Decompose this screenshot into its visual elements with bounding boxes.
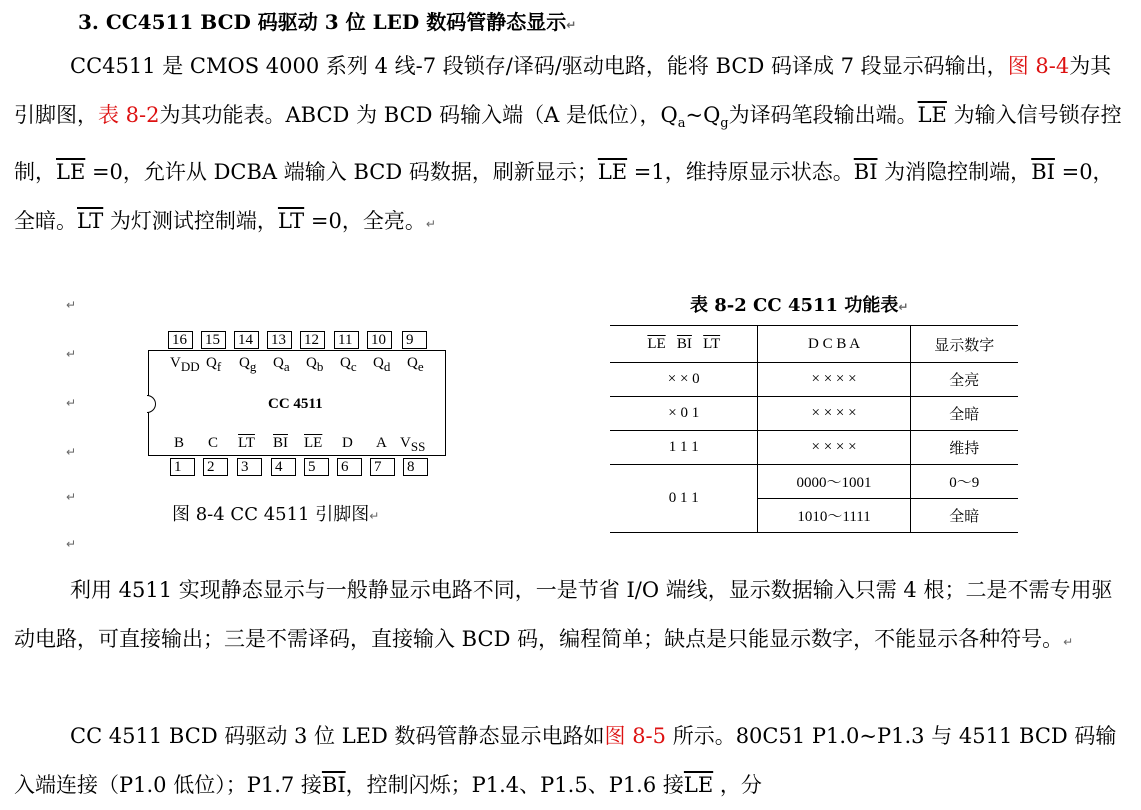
- paragraph-intro: CC4511 是 CMOS 4000 系列 4 线-7 段锁存/译码/驱动电路，能将 BCD 码译成 7 段显示码输出，图 8-4为其引脚图，表 8-2为其功能表。ABCD 为 BCD 码输入端（A 是低位），$Q_a\sim Q_g$为译码笔段输出端。$\overline{LE}$ 为输入信号锁存控制，$\overline{LE} =0$，允许从 DCBA 端输入 BCD 码数据，刷新显示；$\overline{LE} =1$，维持原显示状态。$\overline{BI}$ 为消隐控制端，$\overline{BI} =0$，全暗。$\overline{LT}$ 为灯测试控制端，$\overline{LT} =0$，全亮。↵: [14, 54, 1122, 234]
- pin-number: 14: [234, 331, 259, 349]
- pin-label-d: D: [342, 435, 353, 451]
- pin-number: 9: [402, 331, 427, 349]
- paragraph-mark: ↵: [66, 490, 77, 504]
- function-table: [610, 325, 1018, 533]
- cell-control: × 0 1: [610, 397, 758, 431]
- pin-label-qa: $Q_a$: [273, 355, 290, 374]
- cell-input: × × × ×: [758, 397, 910, 431]
- paragraph-mark: ↵: [66, 537, 77, 551]
- paragraph-circuit: CC 4511 BCD 码驱动 3 位 LED 数码管静态显示电路如图 8-5 所示。80C51 P1.0~P1.3 与 4511 BCD 码输入端连接（P1.0 低位）；P1.7 接$\overline{BI}$，控制闪烁；P1.4、P1.5、P1.6 接$\overline{LE}$ ，分: [14, 724, 1117, 797]
- pin-label-le: $\overline{LE}$: [304, 435, 323, 451]
- pin-number: 11: [334, 331, 359, 349]
- figure-caption: 图 8-4 CC 4511 引脚图↵: [172, 504, 380, 525]
- cell-input: × × × ×: [758, 363, 910, 397]
- cell-control: × × 0: [610, 363, 758, 397]
- cell-control: 1 1 1: [610, 431, 758, 465]
- pin-number: 3: [237, 458, 262, 476]
- header-display: 显示数字: [910, 326, 1018, 363]
- pin-label-b: B: [174, 435, 185, 451]
- pin-label-qd: $Q_d$: [373, 355, 391, 374]
- cell-display: 维持: [910, 431, 1018, 465]
- paragraph-mark: ↵: [66, 347, 77, 361]
- table-row: [610, 363, 1018, 397]
- pin-label-bi: $\overline{BI}$: [273, 435, 288, 451]
- cell-input: 1010～1111: [758, 499, 910, 533]
- pin-number: 7: [370, 458, 395, 476]
- paragraph-mark: ↵: [66, 298, 77, 312]
- paragraph-mark: ↵: [66, 445, 77, 459]
- pin-number: 13: [267, 331, 292, 349]
- pin-number: 2: [203, 458, 228, 476]
- pin-label-qb: $Q_b$: [306, 355, 324, 374]
- pin-number: 8: [403, 458, 428, 476]
- table-row: [610, 397, 1018, 431]
- header-input: D C B A: [758, 326, 910, 363]
- pin-label-qe: $Q_e$: [407, 355, 424, 374]
- cell-display: 全暗: [910, 397, 1018, 431]
- pin-number: 1: [170, 458, 195, 476]
- pin-label-a: A: [376, 435, 387, 451]
- cell-display: 0～9: [910, 465, 1018, 499]
- pin-label-vdd: $V_{DD}$: [170, 355, 200, 374]
- header-control: $\overline{LE}$ $\overline{BI}$ $\overline{LT}$: [610, 326, 758, 363]
- pin-number: 6: [337, 458, 362, 476]
- cell-control: 0 1 1: [610, 465, 758, 533]
- paragraph-mark: ↵: [66, 396, 77, 410]
- pin-label-qf: $Q_f$: [206, 355, 222, 374]
- cell-input: 0000～1001: [758, 465, 910, 499]
- pin-number: 12: [300, 331, 325, 349]
- pin-number: 15: [201, 331, 226, 349]
- paragraph-advantages: 利用 4511 实现静态显示与一般静显示电路不同，一是节省 I/O 端线，显示数据输入只需 4 根；二是不需专用驱动电路，可直接输出；三是不需译码，直接输入 BCD 码，编程简单；缺点是只能显示数字，不能显示各种符号。↵: [14, 578, 1113, 651]
- ic-notch: [147, 395, 156, 413]
- table-title: 表 8-2 CC 4511 功能表↵: [690, 295, 909, 316]
- table-row: [610, 465, 1018, 499]
- table-header-row: [610, 326, 1018, 363]
- pin-number: 5: [304, 458, 329, 476]
- pin-number: 4: [271, 458, 296, 476]
- pin-label-lt: $\overline{LT}$: [238, 435, 255, 451]
- table-row: [610, 431, 1018, 465]
- pin-number: 16: [168, 331, 193, 349]
- table-link[interactable]: 表 8-2: [98, 103, 160, 127]
- ic-title: CC 4511: [268, 396, 323, 412]
- pin-label-qc: $Q_c$: [340, 355, 357, 374]
- pin-label-qg: $Q_g$: [239, 355, 257, 374]
- cell-display: 全暗: [910, 499, 1018, 533]
- cell-display: 全亮: [910, 363, 1018, 397]
- figure-link[interactable]: 图 8-4: [1007, 54, 1070, 78]
- cell-input: × × × ×: [758, 431, 910, 465]
- pin-label-vss: $V_{SS}$: [400, 435, 426, 454]
- pin-number: 10: [367, 331, 392, 349]
- pin-label-c: C: [208, 435, 219, 451]
- section-heading: 3. CC4511 BCD 码驱动 3 位 LED 数码管静态显示↵: [78, 10, 577, 34]
- figure-link[interactable]: 图 8-5: [604, 724, 667, 748]
